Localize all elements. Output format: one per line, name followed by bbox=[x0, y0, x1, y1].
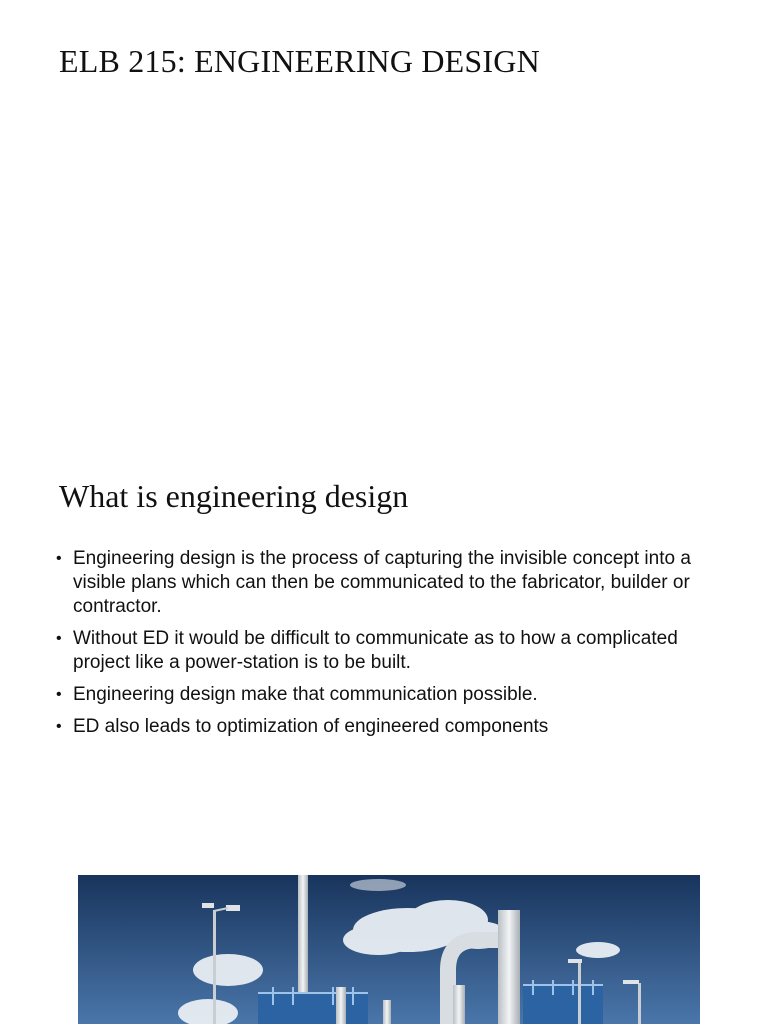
bullet-text: ED also leads to optimization of engineered components bbox=[73, 716, 549, 737]
industrial-plant-photo bbox=[78, 875, 700, 1024]
slide-title bbox=[0, 0, 768, 430]
slide-what-is-engineering-design bbox=[0, 455, 768, 855]
bullet-text: Without ED it would be difficult to communicate as to how a complicated project like a power-station is to be built. bbox=[73, 628, 678, 673]
bullet-list bbox=[56, 547, 736, 747]
page-title: ELB 215: ENGINEERING DESIGN bbox=[59, 43, 540, 79]
bullet-item bbox=[56, 547, 736, 619]
bullet-text: Engineering design make that communication possible. bbox=[73, 684, 538, 705]
bullet-text: Engineering design is the process of capturing the invisible concept into a visible plans which can then be communicated to the fabricator, builder or contractor. bbox=[73, 548, 691, 617]
bullet-icon: • bbox=[56, 718, 62, 735]
slide-heading: What is engineering design bbox=[59, 478, 409, 514]
photo-illustration bbox=[78, 875, 700, 1024]
bullet-icon: • bbox=[56, 550, 62, 567]
bullet-icon: • bbox=[56, 686, 62, 703]
bullet-item bbox=[56, 715, 736, 739]
bullet-item bbox=[56, 627, 736, 675]
bullet-item bbox=[56, 683, 736, 707]
bullet-icon: • bbox=[56, 630, 62, 647]
